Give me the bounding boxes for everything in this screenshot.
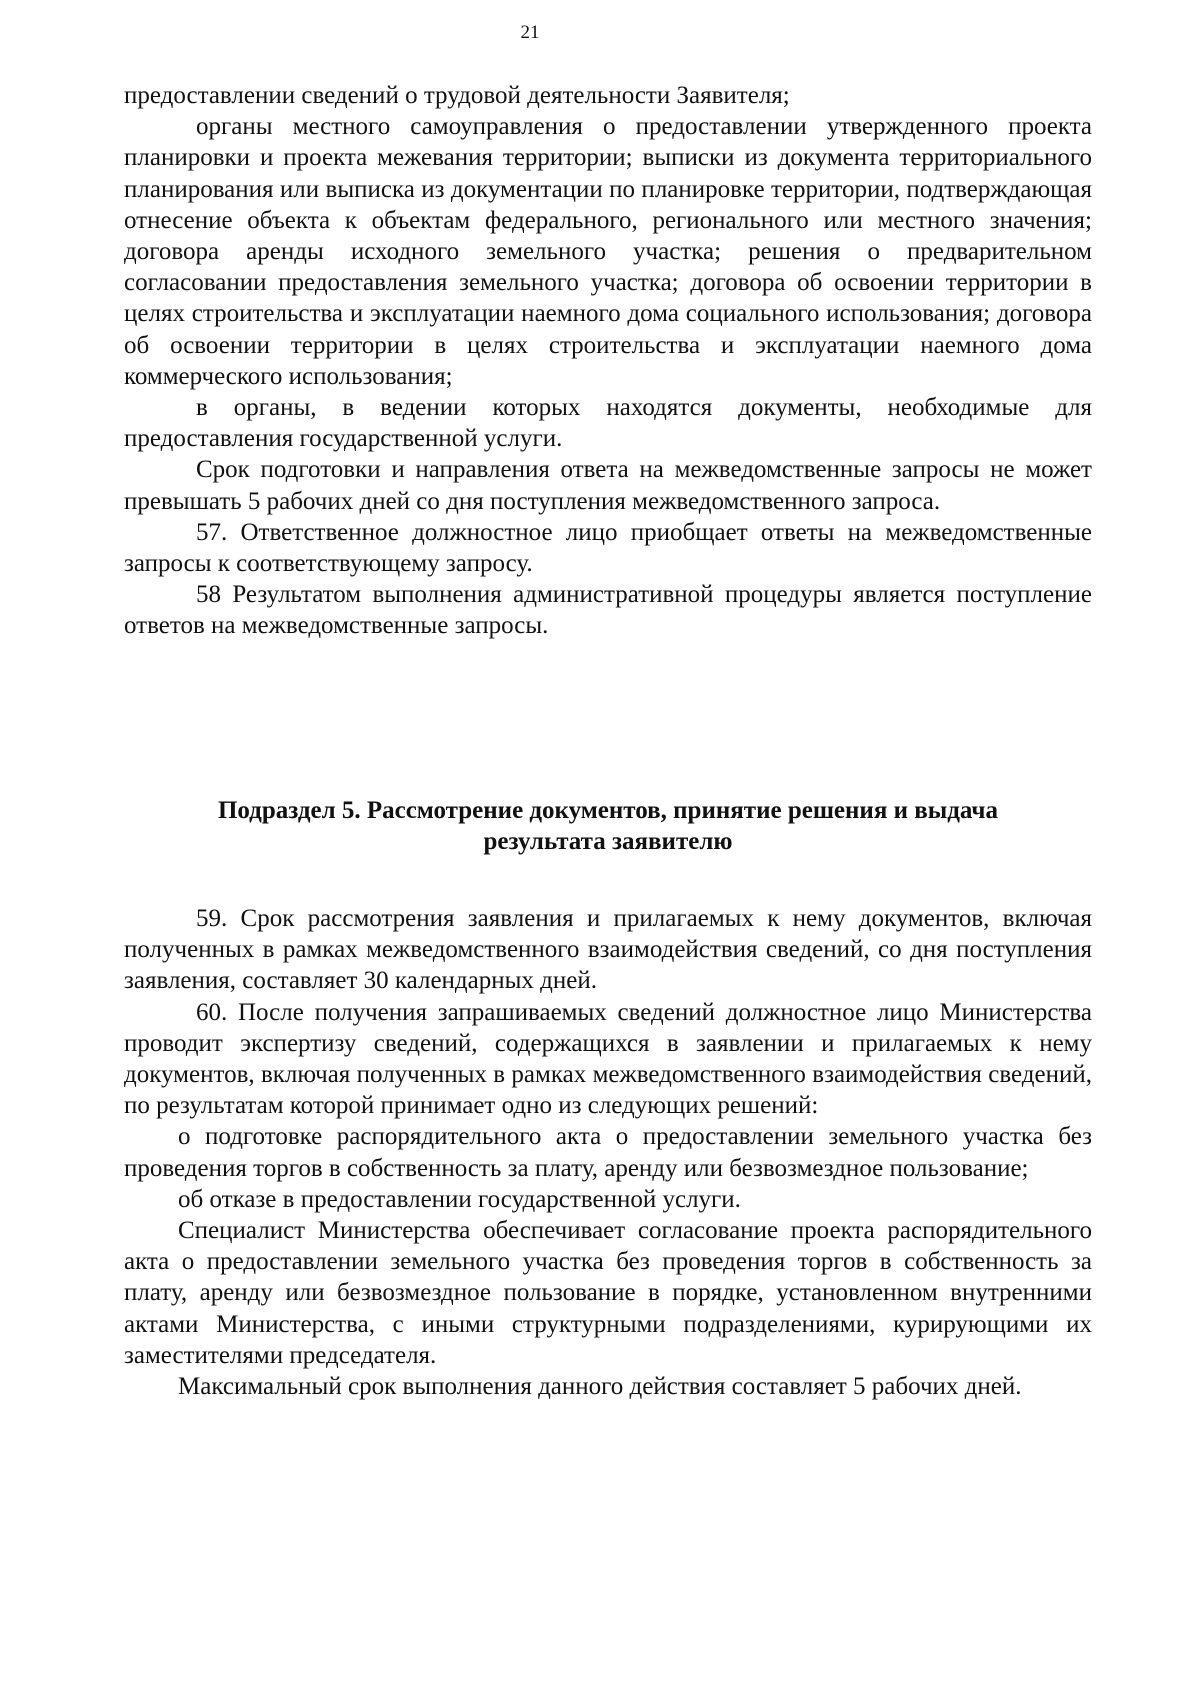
paragraph-item-60: 60. После получения запрашиваемых сведений должностное лицо Министерства проводит экспертизу сведений, содержащихся в заявлении и прилагаемых к нему документов, включая полученных в рамках межведомственного взаимодействия сведений, по результатам которой принимает одно из следующих решений: bbox=[124, 998, 1092, 1120]
top-text-block bbox=[124, 80, 1092, 642]
paragraph-response-deadline: Срок подготовки и направления ответа на межведомственные запросы не может превышать 5 рабочих дней со дня поступления межведомственного запроса. bbox=[124, 456, 1092, 515]
bottom-text-block bbox=[124, 903, 1092, 1402]
paragraph-decision-refuse: об отказе в предоставлении государственной услуги. bbox=[178, 1185, 741, 1213]
paragraph-item-58: 58 Результатом выполнения административной процедуры является поступление ответов на межведомственные запросы. bbox=[124, 581, 1092, 640]
paragraph-max-duration: Максимальный срок выполнения данного действия составляет 5 рабочих дней. bbox=[178, 1373, 1022, 1401]
section-heading bbox=[124, 795, 1092, 857]
paragraph-labor-info: предоставлении сведений о трудовой деятельности Заявителя; bbox=[124, 82, 790, 109]
paragraph-specialist-approval: Специалист Министерства обеспечивает согласование проекта распорядительного акта о предоставлении земельного участка без проведения торгов в собственность за плату, аренду или безвозмездное пользование в порядке, установленном внутренними актами Министерства, с иными структурными подразделениями, курирующими их заместителями председателя. bbox=[124, 1217, 1092, 1369]
paragraph-item-57: 57. Ответственное должностное лицо приобщает ответы на межведомственные запросы к соответствующему запросу. bbox=[124, 518, 1092, 578]
page-number: 21 bbox=[520, 22, 540, 43]
paragraph-local-authorities: органы местного самоуправления о предоставлении утвержденного проекта планировки и проекта межевания территории; выписки из документа территориального планирования или выписка из документации по планировке территории, подтверждающая отнесение объекта к объектам федерального, регионального или местного значения; договора аренды исходного земельного участка; решения о предварительном согласовании предоставления земельного участка; договора об освоении территории в целях строительства и эксплуатации наемного дома социального использования; договора об освоении территории в целях строительства и эксплуатации наемного дома коммерческого использования; bbox=[124, 113, 1092, 390]
paragraph-decision-grant: о подготовке распорядительного акта о предоставлении земельного участка без проведения торгов в собственность за плату, аренду или безвозмездное пользование; bbox=[124, 1123, 1092, 1182]
section-heading-line-2: результата заявителю bbox=[483, 828, 733, 855]
paragraph-item-59: 59. Срок рассмотрения заявления и прилагаемых к нему документов, включая полученных в рамках межведомственного взаимодействия сведений, со дня поступления заявления, составляет 30 календарных дней. bbox=[124, 905, 1092, 995]
section-heading-line-1: Подраздел 5. Рассмотрение документов, принятие решения и выдача bbox=[217, 797, 999, 824]
paragraph-other-authorities: в органы, в ведении которых находятся документы, необходимые для предоставления государственной услуги. bbox=[124, 394, 1092, 453]
